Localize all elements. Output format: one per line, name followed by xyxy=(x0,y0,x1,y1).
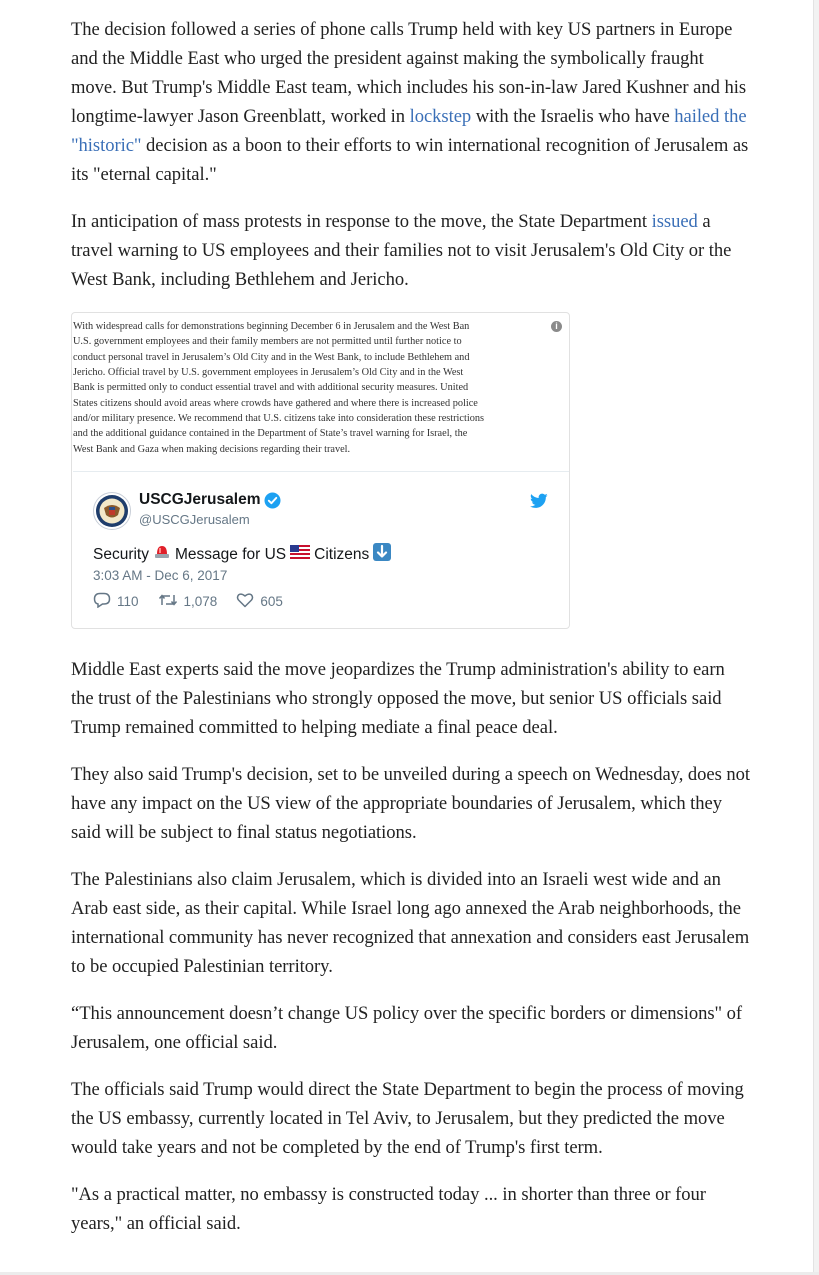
paragraphs-before xyxy=(71,15,751,294)
tweet-text xyxy=(93,543,391,566)
inline-link[interactable]: lockstep xyxy=(409,106,472,127)
article-paragraph: "As a practical matter, no embassy is constructed today ... in shorter than three or four years," an official said. xyxy=(71,1184,706,1234)
article-paragraph xyxy=(71,15,751,189)
notice-line: West Bank and Gaza when making decisions regarding their travel. xyxy=(73,443,351,455)
paragraph-text: decision as a boon to their efforts to win international recognition of Jerusalem as its "eternal capital." xyxy=(71,135,749,185)
notice-line: and/or military presence. We recommend that U.S. citizens take into consideration these restrictions xyxy=(73,413,485,425)
tweet-text-part: Citizens xyxy=(314,545,370,563)
notice-line: States citizens should avoid areas where crowds have gathered and where there is increased police xyxy=(73,397,478,409)
tweet-author-name[interactable] xyxy=(139,491,281,509)
inline-link[interactable]: hailed the "historic" xyxy=(71,106,747,156)
tweet[interactable] xyxy=(73,471,569,618)
us-flag-emoji-icon xyxy=(290,545,310,564)
tweet-text-part: Message for US xyxy=(175,545,287,563)
heart-icon xyxy=(236,592,254,611)
paragraph-text: In anticipation of mass protests in response to the move, the State Department xyxy=(71,211,652,232)
verified-badge-icon xyxy=(264,492,281,509)
twitter-bird-icon[interactable] xyxy=(530,493,548,509)
article-paragraph: Middle East experts said the move jeopardizes the Trump administration's ability to earn the trust of the Palestinians who strongly opposed the move, but senior US officials said Trump remained committed to helping mediate a final peace deal. xyxy=(71,659,725,738)
tweet-handle[interactable]: @USCGJerusalem xyxy=(139,512,250,527)
inline-link[interactable]: issued xyxy=(651,211,698,232)
info-icon: i xyxy=(551,321,562,332)
like-button[interactable] xyxy=(236,592,283,611)
notice-line: U.S. government employees and their family members are not permitted until further notice to xyxy=(73,336,462,348)
avatar[interactable] xyxy=(93,492,131,530)
reply-button[interactable] xyxy=(93,592,139,611)
article-paragraph: The officials said Trump would direct the State Department to begin the process of moving the US embassy, currently located in Tel Aviv, to Jerusalem, but they predicted the move would take years and not be completed by the end of Trump's first term. xyxy=(71,1079,744,1158)
display-name[interactable]: USCGJerusalem xyxy=(139,491,261,508)
article-paragraph: They also said Trump's decision, set to be unveiled during a speech on Wednesday, does not have any impact on the US view of the appropriate boundaries of Jerusalem, which they said will be subject to final status negotiations. xyxy=(71,764,751,843)
paragraph-text: a travel warning to US employees and their families not to visit Jerusalem's Old City or the West Bank, including Bethlehem and Jericho. xyxy=(71,211,732,290)
notice-line: Jericho. Official travel by U.S. government employees in Jerusalem’s Old City and in the West xyxy=(73,367,464,379)
article-paragraph xyxy=(71,207,751,294)
notice-line: Bank is permitted only to conduct essential travel and with additional security measures. United xyxy=(73,382,469,394)
notice-text xyxy=(73,319,561,457)
paragraphs-after xyxy=(71,655,751,1238)
paragraph-text: with the Israelis who have xyxy=(471,106,675,127)
embedded-tweet-card[interactable] xyxy=(71,312,570,629)
siren-emoji-icon xyxy=(153,544,171,565)
paragraph-text: The decision followed a series of phone calls Trump held with key US partners in Europe and the Middle East who urged the president against making the symbolically fraught move. But Trump's Middle East team, which includes his son-in-law Jared Kushner and his longtime-lawyer Jason Greenblatt, worked in xyxy=(71,19,747,127)
article-paragraph: The Palestinians also claim Jerusalem, which is divided into an Israeli west wide and an Arab east side, as their capital. While Israel long ago annexed the Arab neighborhoods, the international community has never recognized that annexation and considers east Jerusalem to be occupied Palestinian territory. xyxy=(71,869,750,977)
tweet-timestamp[interactable]: 3:03 AM - Dec 6, 2017 xyxy=(93,568,228,583)
tweet-actions xyxy=(93,592,283,611)
like-count: 605 xyxy=(260,594,283,609)
notice-line: conduct personal travel in Jerusalem’s Old City and in the West Bank, to include Bethlehem and xyxy=(73,351,470,363)
down-arrow-emoji-icon xyxy=(373,543,391,566)
retweet-button[interactable] xyxy=(158,593,218,610)
reply-count: 110 xyxy=(117,594,139,609)
security-notice-image xyxy=(72,313,569,471)
tweet-text-part: Security xyxy=(93,545,149,563)
notice-line: With widespread calls for demonstrations beginning December 6 in Jerusalem and the West Ban xyxy=(73,321,470,332)
retweet-count: 1,078 xyxy=(183,594,218,609)
article-paragraph: “This announcement doesn’t change US policy over the specific borders or dimensions" of Jerusalem, one official said. xyxy=(71,1003,743,1053)
retweet-icon xyxy=(158,593,178,610)
article-body xyxy=(71,15,751,1256)
scrollbar-track[interactable] xyxy=(813,0,819,1275)
notice-line: and the additional guidance contained in the Department of State’s travel warning for Israel, the xyxy=(73,428,468,440)
reply-icon xyxy=(93,592,111,611)
